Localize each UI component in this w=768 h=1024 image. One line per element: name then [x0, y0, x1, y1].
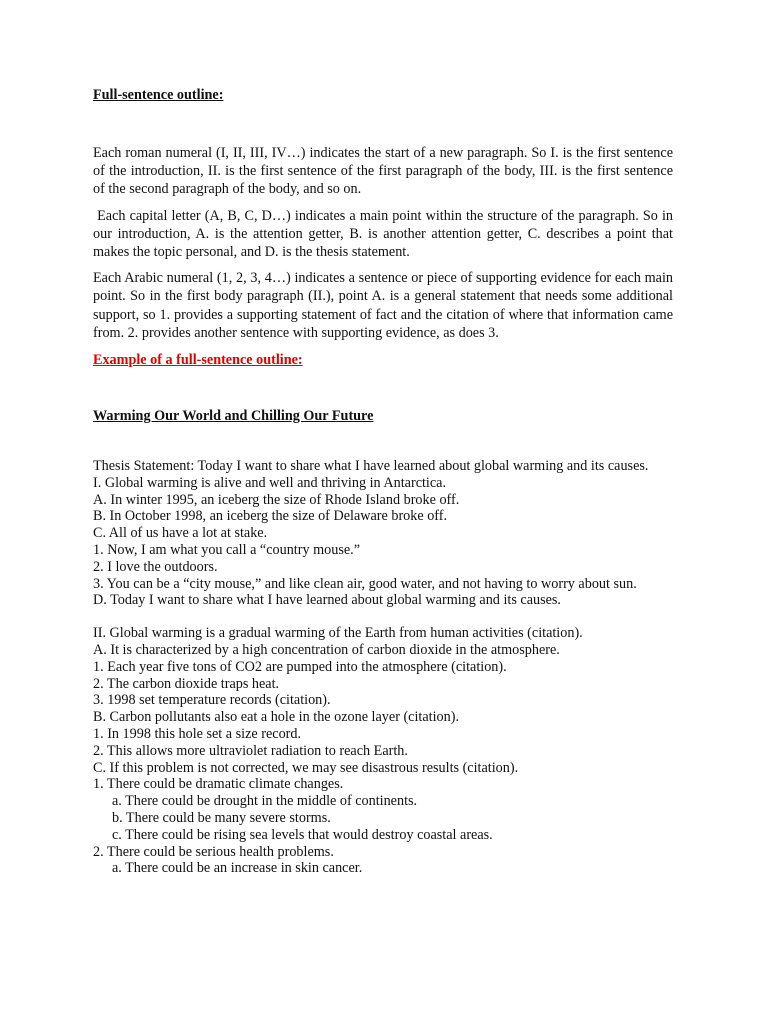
outline-line: II. Global warming is a gradual warming of the Earth from human activities (citation).: [93, 625, 583, 642]
outline-title: Warming Our World and Chilling Our Future: [93, 408, 374, 425]
outline-thesis-statement: Thesis Statement: Today I want to share what I have learned about global warming and its causes.: [93, 458, 649, 475]
outline-subline: c. There could be rising sea levels that would destroy coastal areas.: [112, 826, 493, 843]
outline-line: 3. You can be a “city mouse,” and like clean air, good water, and not having to worry about sun.: [93, 575, 637, 592]
outline-introduction: [93, 458, 673, 609]
paragraph-arabic-numerals: Each Arabic numeral (1, 2, 3, 4…) indicates a sentence or piece of supporting evidence for each main point. So in the first body paragraph (II.), point A. is a general statement that needs some additional support, so 1. provides a supporting statement of fact and the citation of where that information came from. 2. provides another sentence with supporting evidence, as does 3.: [93, 270, 673, 341]
outline-line: 2. I love the outdoors.: [93, 558, 218, 575]
document-page: [93, 86, 677, 877]
outline-line: 2. This allows more ultraviolet radiation to reach Earth.: [93, 742, 408, 759]
paragraph-roman-numerals: Each roman numeral (I, II, III, IV…) indicates the start of a new paragraph. So I. is the first sentence of the introduction, II. is the first sentence of the first paragraph of the body, III. is the first sentence of the second paragraph of the body, and so on.: [93, 145, 673, 198]
outline-line: C. All of us have a lot at stake.: [93, 525, 268, 542]
paragraph-capital-letters: Each capital letter (A, B, C, D…) indicates a main point within the structure of the paragraph. So in our introduction, A. is the attention getter, B. is another attention getter, C. describes a point that makes the topic personal, and D. is the thesis statement.: [93, 207, 677, 261]
outline-line: D. Today I want to share what I have learned about global warming and its causes.: [93, 592, 561, 609]
outline-line: 1. In 1998 this hole set a size record.: [93, 725, 302, 742]
outline-line: 1. Now, I am what you call a “country mouse.”: [93, 542, 360, 559]
outline-line: 2. There could be serious health problems.: [93, 843, 334, 860]
outline-line: I. Global warming is alive and well and thriving in Antarctica.: [93, 474, 447, 491]
outline-line: B. In October 1998, an iceberg the size of Delaware broke off.: [93, 508, 448, 525]
outline-subline: a. There could be drought in the middle of continents.: [112, 793, 418, 810]
outline-line: A. In winter 1995, an iceberg the size of Rhode Island broke off.: [93, 491, 460, 508]
example-heading: Example of a full-sentence outline:: [93, 352, 303, 369]
outline-line: 1. Each year five tons of CO2 are pumped into the atmosphere (citation).: [93, 658, 507, 675]
outline-line: 2. The carbon dioxide traps heat.: [93, 675, 280, 692]
outline-subline: a. There could be an increase in skin cancer.: [112, 860, 363, 877]
outline-line: 3. 1998 set temperature records (citation).: [93, 692, 331, 709]
outline-body-paragraph: [93, 625, 673, 877]
outline-line: A. It is characterized by a high concentration of carbon dioxide in the atmosphere.: [93, 642, 560, 658]
outline-subline: b. There could be many severe storms.: [112, 809, 331, 826]
outline-line: C. If this problem is not corrected, we may see disastrous results (citation).: [93, 759, 519, 776]
outline-line: B. Carbon pollutants also eat a hole in the ozone layer (citation).: [93, 709, 460, 726]
outline-line: 1. There could be dramatic climate changes.: [93, 776, 344, 793]
section-heading: Full-sentence outline:: [93, 87, 224, 103]
